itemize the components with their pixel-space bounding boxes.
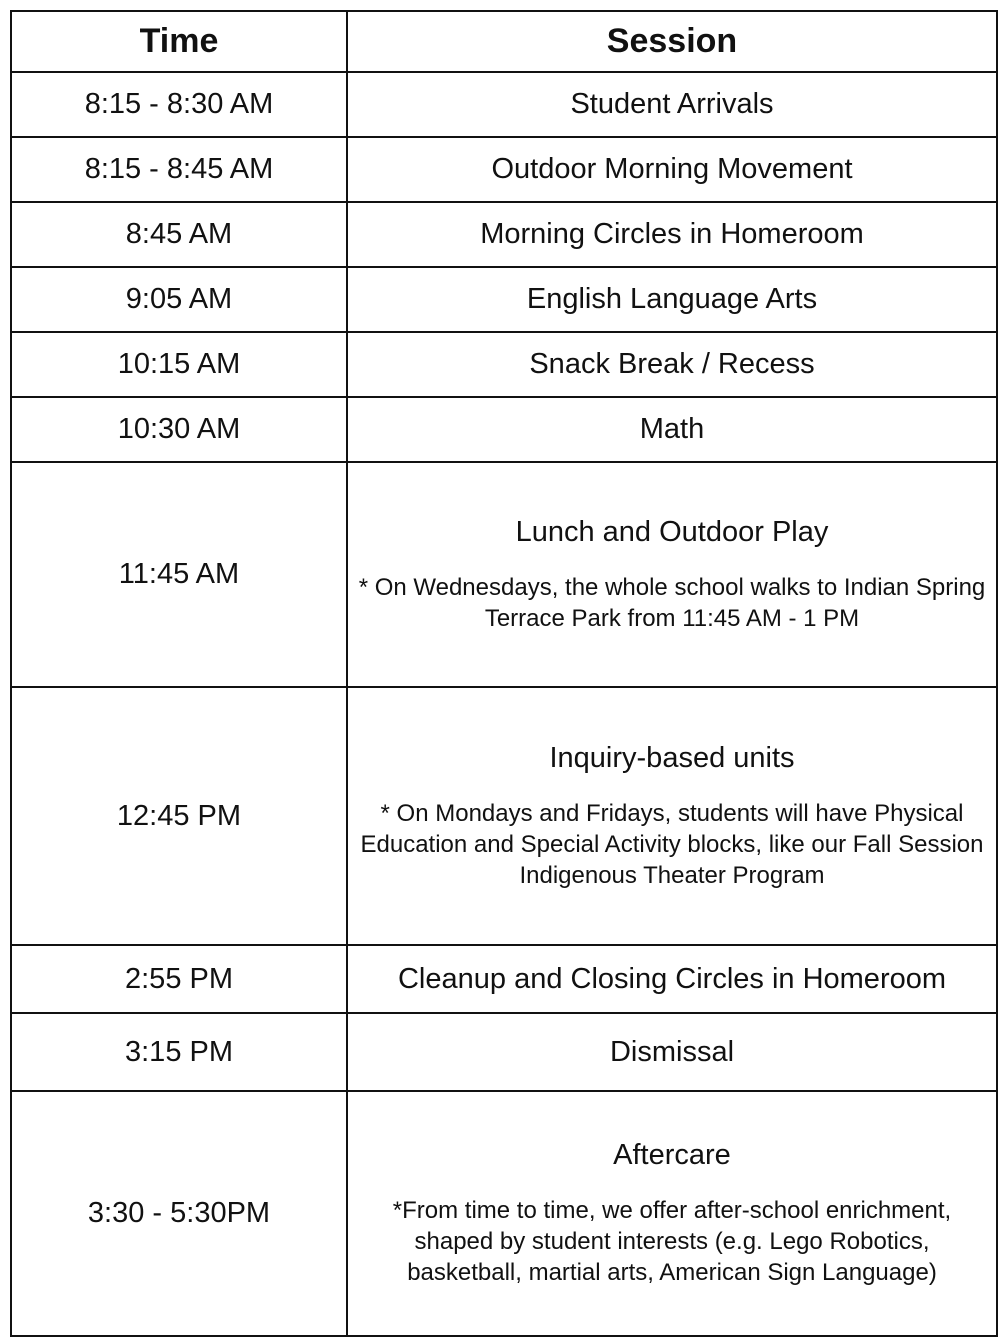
session-note: *From time to time, we offer after-school enrichment, shaped by student interests (e.g. Lego Robotics, basketball, martial arts, American Sign Language) — [392, 1197, 952, 1287]
session-title: Outdoor Morning Movement — [491, 153, 853, 186]
session-cell — [347, 332, 997, 397]
session-cell — [347, 397, 997, 462]
session-title: Math — [639, 413, 705, 446]
table-row — [11, 267, 997, 332]
session-cell — [347, 1091, 997, 1336]
time-cell: 2:55 PM — [11, 945, 347, 1013]
table-row — [11, 72, 997, 137]
session-note: * On Wednesdays, the whole school walks to Indian Spring Terrace Park from 11:45 AM - 1 PM — [358, 573, 986, 632]
table-row — [11, 945, 997, 1013]
time-cell: 10:30 AM — [11, 397, 347, 462]
table-row — [11, 687, 997, 945]
table-row — [11, 332, 997, 397]
table-row — [11, 462, 997, 687]
time-cell: 8:15 - 8:45 AM — [11, 137, 347, 202]
session-title: Morning Circles in Homeroom — [480, 218, 864, 251]
session-title: Student Arrivals — [570, 88, 774, 121]
session-title: Inquiry-based units — [549, 741, 795, 774]
session-cell — [347, 945, 997, 1013]
session-title: Dismissal — [609, 1035, 735, 1068]
session-cell — [347, 1013, 997, 1091]
session-cell — [347, 202, 997, 267]
time-cell: 3:15 PM — [11, 1013, 347, 1091]
session-cell — [347, 72, 997, 137]
time-cell: 8:15 - 8:30 AM — [11, 72, 347, 137]
session-title: Cleanup and Closing Circles in Homeroom — [397, 962, 947, 995]
time-cell: 9:05 AM — [11, 267, 347, 332]
schedule-table — [10, 10, 998, 1337]
time-cell: 11:45 AM — [11, 462, 347, 687]
time-cell: 10:15 AM — [11, 332, 347, 397]
time-cell: 8:45 AM — [11, 202, 347, 267]
session-title: Snack Break / Recess — [529, 348, 815, 381]
table-row — [11, 202, 997, 267]
header-row — [11, 11, 997, 72]
session-cell — [347, 687, 997, 945]
table-row — [11, 1013, 997, 1091]
session-cell — [347, 137, 997, 202]
time-cell: 3:30 - 5:30PM — [11, 1091, 347, 1336]
session-cell — [347, 267, 997, 332]
time-column-header: Time — [11, 11, 347, 72]
session-note: * On Mondays and Fridays, students will have Physical Education and Special Activity blocks, like our Fall Session Indigenous Theater Program — [360, 799, 984, 889]
session-title: English Language Arts — [526, 283, 818, 316]
session-title: Lunch and Outdoor Play — [515, 515, 829, 548]
table-row — [11, 137, 997, 202]
table-row — [11, 1091, 997, 1336]
time-cell: 12:45 PM — [11, 687, 347, 945]
session-cell — [347, 462, 997, 687]
session-title: Aftercare — [613, 1139, 731, 1172]
session-column-header: Session — [347, 11, 997, 72]
table-row — [11, 397, 997, 462]
